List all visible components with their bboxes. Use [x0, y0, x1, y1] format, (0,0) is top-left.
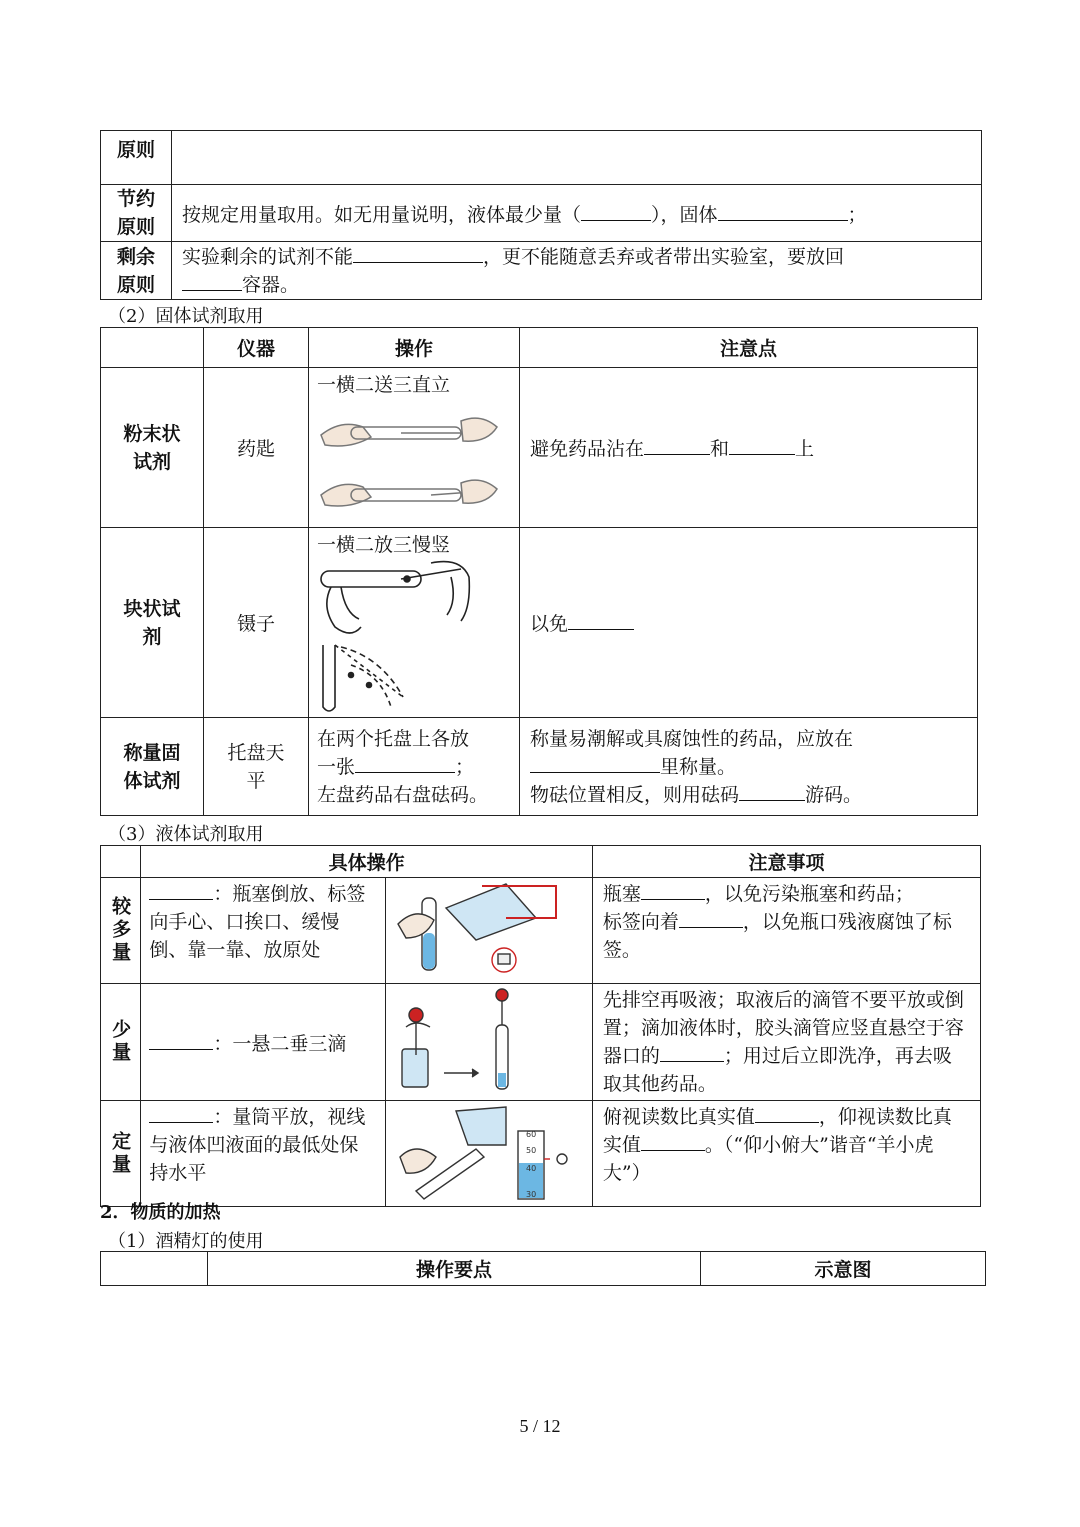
- alcohol-lamp-table: [100, 1251, 986, 1286]
- tick-label: 60: [526, 1130, 537, 1139]
- header-notes: 注意事项: [592, 846, 980, 878]
- notes-cell: 称量易潮解或具腐蚀性的药品，应放在 里称量。 物砝位置相反，则用砝码 游码。: [520, 718, 978, 816]
- header-notes: 注意点: [520, 328, 978, 368]
- tweezers-block-illustration: [311, 557, 507, 715]
- header-diagram: 示意图: [701, 1252, 986, 1286]
- notes-cell: 避免药品沾在 和 上: [520, 368, 978, 528]
- row-label: 粉末状 试剂: [101, 368, 204, 528]
- operation-cell: [309, 368, 520, 528]
- row-label: 原则: [101, 131, 172, 185]
- section-title: （1）酒精灯的使用: [108, 1231, 264, 1252]
- instrument: 药匙: [204, 368, 309, 528]
- dropper-illustration: [386, 985, 590, 1095]
- tick-label: 40: [526, 1164, 537, 1173]
- instrument: 托盘天 平: [204, 718, 309, 816]
- operation-cell: [309, 528, 520, 718]
- section-heading: 2．物质的加热: [100, 1202, 221, 1223]
- row-label: 少量: [101, 984, 141, 1101]
- row-text: 实验剩余的试剂不能 ，更不能随意丢弃或者带出实验室，要放回 容器。: [172, 242, 982, 300]
- operation-text: ：量筒平放，视线与液体凹液面的最低处保持水平: [141, 1101, 386, 1207]
- notes-cell: 俯视读数比真实值 ，仰视读数比真实值 。（“仰小俯大”谐音“羊小虎大”）: [592, 1101, 980, 1207]
- principles-table: [100, 130, 982, 300]
- row-text: [172, 131, 982, 185]
- instrument: 镊子: [204, 528, 309, 718]
- notes-cell: 先排空再吸液；取液后的滴管不要平放或倒置；滴加液体时，胶头滴管应竖直悬空于容器口的 ；用过后立即洗净，再去吸取其他药品。: [592, 984, 980, 1101]
- solid-reagent-table: [100, 327, 978, 816]
- tick-label: 30: [526, 1190, 537, 1199]
- operation-text: ：一悬二垂三滴: [141, 984, 386, 1101]
- dropper-illustration-cell: [386, 984, 593, 1101]
- notes-cell: 以免: [520, 528, 978, 718]
- operation-cell: 在两个托盘上各放 一张 ； 左盘药品右盘砝码。: [309, 718, 520, 816]
- notes-cell: 瓶塞 ，以免污染瓶塞和药品； 标签向着 ，以免瓶口残液腐蚀了标签。: [592, 878, 980, 984]
- header-instrument: 仪器: [204, 328, 309, 368]
- page-number: 5 / 12: [519, 1416, 561, 1436]
- spoon-powder-illustration: [311, 397, 507, 525]
- row-label: 较多量: [101, 878, 141, 984]
- row-label: 定量: [101, 1101, 141, 1207]
- cylinder-illustration-cell: [386, 1101, 593, 1207]
- row-label: 块状试 剂: [101, 528, 204, 718]
- row-label: 称量固 体试剂: [101, 718, 204, 816]
- section-title: （3）液体试剂取用: [108, 824, 264, 845]
- header-operation: 操作: [309, 328, 520, 368]
- liquid-reagent-table: [100, 845, 981, 1207]
- operation-text: ：瓶塞倒放、标签向手心、口挨口、缓慢倒、靠一靠、放原处: [141, 878, 386, 984]
- pouring-liquid-illustration: [386, 878, 590, 978]
- row-label: 剩余 原则: [101, 242, 172, 300]
- header-operation: 具体操作: [141, 846, 593, 878]
- section-title: （2）固体试剂取用: [108, 306, 264, 327]
- header-operation-points: 操作要点: [208, 1252, 701, 1286]
- operation-text: 一横二放三慢竖: [317, 534, 451, 556]
- graduated-cylinder-illustration: [386, 1101, 590, 1201]
- operation-text: 一横二送三直立: [317, 374, 451, 396]
- row-text: 按规定用量取用。如无用量说明，液体最少量（ ），固体 ；: [172, 185, 982, 242]
- pour-illustration-cell: [386, 878, 593, 984]
- tick-label: 50: [526, 1146, 537, 1155]
- row-label: 节约 原则: [101, 185, 172, 242]
